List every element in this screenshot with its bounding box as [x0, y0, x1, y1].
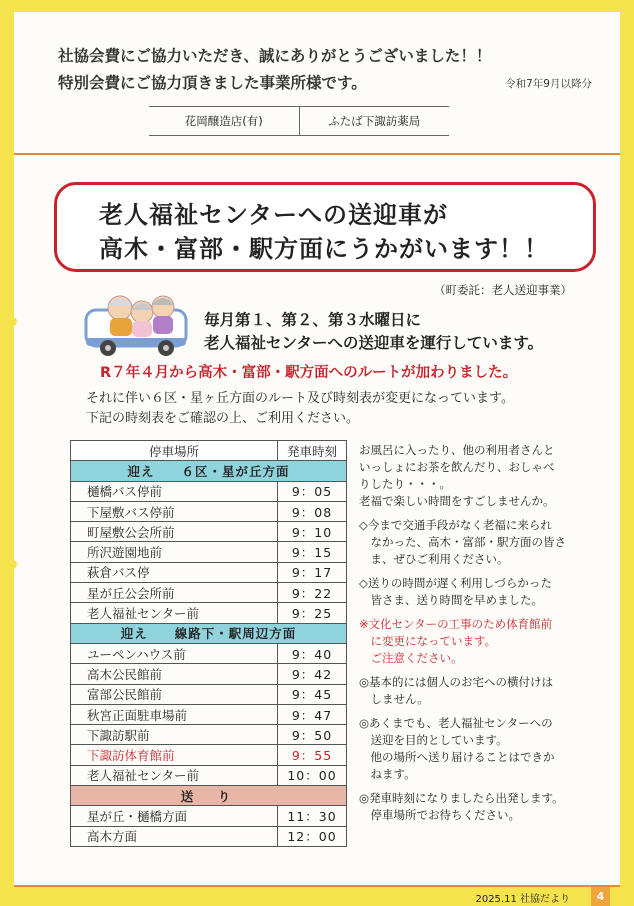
note-block [359, 517, 599, 568]
stop-name: 萩倉バス停 [71, 562, 278, 582]
departure-time: 9：25 [278, 603, 347, 623]
table-row [71, 725, 347, 745]
departure-time: 9：10 [278, 522, 347, 542]
stop-name: 富部公民館前 [71, 684, 278, 704]
stop-name: 下諏訪駅前 [71, 725, 278, 745]
note-line: ご注意ください。 [359, 651, 463, 665]
table-row [71, 583, 347, 603]
note-line: ◇今まで交通手段がなく老福に来られ [359, 518, 552, 532]
thanks-line-1: 社協会費にご協力いただき、誠にありがとうございました！！ [58, 47, 492, 65]
sponsor-name: ふたば下諏訪薬局 [299, 107, 450, 135]
column-header-time: 発車時刻 [278, 441, 347, 461]
note-line: 停車場所でお待ちください。 [359, 808, 520, 822]
departure-time: 9：55 [278, 745, 347, 765]
departure-time: 9：42 [278, 664, 347, 684]
note-line: ◇送りの時間が遅く利用しづらかった [359, 576, 552, 590]
binder-hole [8, 317, 17, 326]
section-label: 迎え 線路下・駅周辺方面 [71, 623, 347, 643]
note-line: いっしょにお茶を飲んだり、おしゃべ [359, 460, 555, 474]
footer-text: 2025.11 社協だより [475, 894, 570, 905]
table-row [71, 542, 347, 562]
departure-time: 10：00 [278, 765, 347, 785]
departure-time: 9：22 [278, 583, 347, 603]
note-line: りしたり・・・。 [359, 477, 451, 491]
note-line: に変更になっています。 [359, 634, 497, 648]
table-row [71, 522, 347, 542]
notes-column [359, 442, 599, 831]
departure-time: 11：30 [278, 806, 347, 826]
note-line: しません。 [359, 692, 429, 706]
note-line: ◎基本的には個人のお宅への横付けは [359, 675, 554, 689]
note-line: なかった、高木・富部・駅方面の皆さ [359, 535, 566, 549]
note-block [359, 442, 599, 510]
stop-name: ユーペンハウス前 [71, 643, 278, 663]
departure-time: 9：15 [278, 542, 347, 562]
note-line: 老福で楽しい時間をすごしませんか。 [359, 494, 555, 508]
note-block [359, 715, 599, 783]
note-block [359, 616, 599, 667]
stop-name: 所沢遊園地前 [71, 542, 278, 562]
section-label: 迎え ６区・星が丘方面 [71, 461, 347, 481]
stop-name: 高木方面 [71, 826, 278, 846]
section-row [71, 461, 347, 481]
stop-name: 樋橋バス停前 [71, 481, 278, 501]
departure-time: 9：47 [278, 704, 347, 724]
table-row [71, 643, 347, 663]
table-row [71, 501, 347, 521]
stop-name: 老人福祉センター前 [71, 765, 278, 785]
departure-time: 9：05 [278, 481, 347, 501]
table-header-row [71, 441, 347, 461]
stop-name: 下屋敷バス停前 [71, 501, 278, 521]
stop-name: 星が丘公会所前 [71, 583, 278, 603]
table-row-highlight [71, 745, 347, 765]
headline-line-1: 老人福祉センターへの送迎車が [99, 201, 449, 229]
timetable [70, 440, 347, 847]
section-row [71, 786, 347, 806]
stop-name: 町屋敷公会所前 [71, 522, 278, 542]
footer-rule [14, 885, 620, 887]
change-line-2: 下記の時刻表をご確認の上、ご利用ください。 [86, 411, 360, 426]
table-row [71, 684, 347, 704]
table-row [71, 806, 347, 826]
note-line: 皆さま、送り時間を早めました。 [359, 593, 543, 607]
note-line: ◎発車時刻になりましたら出発します。 [359, 791, 564, 805]
headline-line-2: 高木・富部・駅方面にうかがいます！！ [99, 235, 549, 263]
newsletter-page [14, 12, 620, 905]
note-block [359, 790, 599, 824]
note-line: お風呂に入ったり、他の利用者さんと [359, 443, 555, 457]
bus-with-seniors-icon [80, 290, 192, 358]
intro-line-1: 毎月第１、第２、第３水曜日に [204, 311, 422, 329]
route-notice: R７年４月から高木・富部・駅方面へのルートが加わりました。 [100, 365, 518, 381]
sponsor-name: 花岡醸造店(有) [184, 114, 263, 128]
section-row [71, 623, 347, 643]
page-number: 4 [591, 887, 610, 906]
departure-time: 9：45 [278, 684, 347, 704]
departure-time: 9：50 [278, 725, 347, 745]
note-line: ま、ぜひご利用ください。 [359, 552, 509, 566]
stop-name: 星が丘・樋橋方面 [71, 806, 278, 826]
table-row [71, 704, 347, 724]
table-row [71, 765, 347, 785]
stop-name: 高木公民館前 [71, 664, 278, 684]
note-line: ねます。 [359, 767, 416, 781]
thanks-line-2: 特別会費にご協力頂きました事業所様です。 [58, 74, 367, 92]
headline-box [54, 182, 596, 272]
section-divider [14, 153, 620, 155]
table-row [71, 603, 347, 623]
sponsor-list [149, 106, 449, 136]
note-line: 送迎を目的としています。 [359, 733, 508, 747]
table-row [71, 562, 347, 582]
departure-time: 9：40 [278, 643, 347, 663]
note-block [359, 674, 599, 708]
note-block [359, 575, 599, 609]
departure-time: 9：08 [278, 501, 347, 521]
note-line: 他の場所へ送り届けることはできか [359, 750, 555, 764]
change-line-1: それに伴い６区・星ヶ丘方面のルート及び時刻表が変更になっています。 [86, 391, 514, 406]
binder-hole [8, 560, 17, 569]
intro-line-2: 老人福祉センターへの送迎車を運行しています。 [204, 334, 544, 352]
stop-name: 秋宮正面駐車場前 [71, 704, 278, 724]
note-line: ◎あくまでも、老人福祉センターへの [359, 716, 553, 730]
departure-time: 9：17 [278, 562, 347, 582]
since-date: 令和7年9月以降分 [505, 78, 592, 90]
stop-name: 老人福祉センター前 [71, 603, 278, 623]
table-row [71, 481, 347, 501]
table-row [71, 826, 347, 846]
section-label: 送 り [71, 786, 347, 806]
stop-name: 下諏訪体育館前 [71, 745, 278, 765]
commission-note: （町委託：老人送迎事業） [434, 283, 572, 297]
departure-time: 12：00 [278, 826, 347, 846]
note-line: ※文化センターの工事のため体育館前 [359, 617, 553, 631]
table-row [71, 664, 347, 684]
column-header-stop: 停車場所 [71, 441, 278, 461]
